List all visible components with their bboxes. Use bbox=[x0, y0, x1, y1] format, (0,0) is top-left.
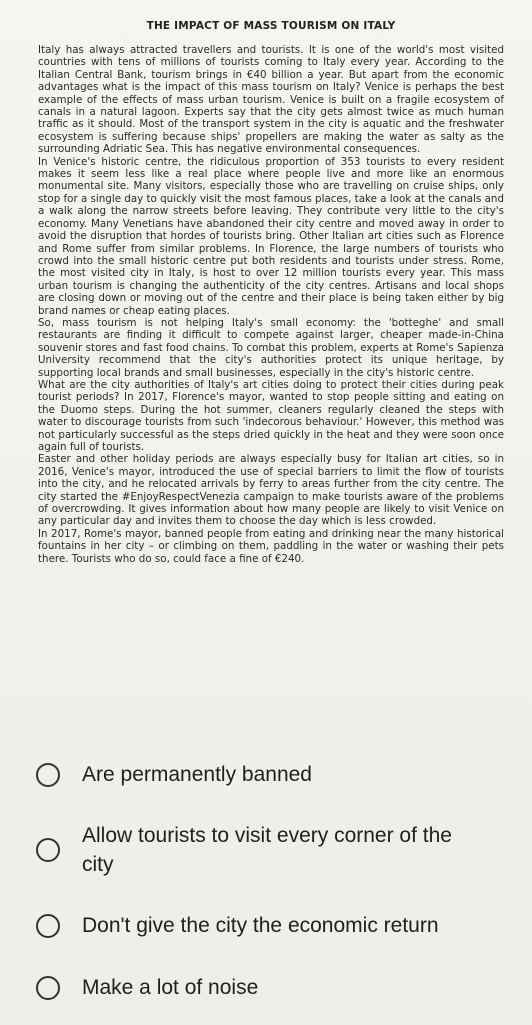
answer-option-2[interactable] bbox=[36, 821, 482, 879]
answer-option-label: Make a lot of noise bbox=[82, 976, 259, 999]
radio-button-icon[interactable] bbox=[36, 976, 60, 1000]
radio-button-icon[interactable] bbox=[36, 763, 60, 787]
article-paragraph: Italy has always attracted travellers and tourists. It is one of the world's most visited countries with tens of millions of tourists coming to Italy every year. According to the Italian Central Bank, tourism brings in €40 billion a year. But apart from the economic advantages what is the impact of this mass tourism on Italy? Venice is perhaps the best example of the effects of mass urban tourism. Venice is built on a fragile ecosystem of canals in a natural lagoon. Experts say that the city gets almost twice as much human traffic as it should. Most of the transport system in the city is aquatic and the freshwater ecosystem is suffering because ships' propellers are making the water as salty as the surrounding Adriatic Sea. This has negative environmental consequences. bbox=[38, 44, 504, 156]
article-paragraph: Easter and other holiday periods are always especially busy for Italian art cities, so in 2016, Venice's mayor, introduced the use of special barriers to limit the flow of tourists into the city, and he relocated arrivals by ferry to areas further from the city centre. The city started the #EnjoyRespectVenezia campaign to make tourists aware of the problems of overcrowding. It gives information about how many people are likely to visit Venice on any particular day and invites them to choose the day which is less crowded. bbox=[38, 453, 504, 528]
answer-option-1[interactable] bbox=[36, 760, 312, 789]
article-paragraph: In Venice's historic centre, the ridiculous proportion of 353 tourists to every resident makes it seem less like a real place where people live and more like an enormous monumental site. Many visitors, especially those who are travelling on cruise ships, only stop for a single day to quickly visit the most famous places, take a look at the canals and a walk along the narrow streets before leaving. They contribute very little to the city's economy. Many Venetians have abandoned their city centre and moved away in order to avoid the disruption that hordes of tourists bring. Other Italian art cities such as Florence and Rome suffer from similar problems. In Florence, the large numbers of tourists who crowd into the small historic centre put both residents and tourists under stress. Rome, the most visited city in Italy, is host to over 12 million tourists every year. This mass urban tourism is changing the authenticity of the city centres. Artisans and local shops are closing down or moving out of the centre and their place is being taken either by big brand names or cheap eating places. bbox=[38, 155, 504, 317]
answer-option-label: Are permanently banned bbox=[82, 763, 312, 786]
article-title: THE IMPACT OF MASS TOURISM ON ITALY bbox=[146, 20, 396, 32]
answer-option-4[interactable] bbox=[36, 973, 258, 1002]
radio-button-icon[interactable] bbox=[36, 838, 60, 862]
article-paragraph: What are the city authorities of Italy's art cities doing to protect their cities during peak tourist periods? In 2017, Florence's mayor, wanted to stop people sitting and eating on the Duomo steps. During the hot summer, cleaners regularly cleaned the steps with water to discourage tourists from such 'indecorous behaviour.' However, this method was not particularly successful as the steps dried quickly in the heat and they were soon once again full of tourists. bbox=[38, 378, 504, 453]
article-body bbox=[38, 44, 504, 565]
answer-option-label: Allow tourists to visit every corner of the city bbox=[82, 824, 452, 876]
answer-option-3[interactable] bbox=[36, 911, 439, 940]
answer-option-label: Don't give the city the economic return bbox=[82, 914, 439, 937]
article-paragraph: So, mass tourism is not helping Italy's small economy: the 'botteghe' and small restaurants are finding it difficult to compete against larger, cheaper made-in-China souvenir stores and fast food chains. To combat this problem, experts at Rome's Sapienza University recommend that the city's authorities protect its unique heritage, by supporting local brands and small businesses, especially in the city's historic centre. bbox=[38, 316, 504, 379]
article-paragraph: In 2017, Rome's mayor, banned people from eating and drinking near the many historical fountains in her city – or climbing on them, paddling in the water or washing their pets there. Tourists who do so, could face a fine of €240. bbox=[38, 527, 504, 565]
radio-button-icon[interactable] bbox=[36, 914, 60, 938]
